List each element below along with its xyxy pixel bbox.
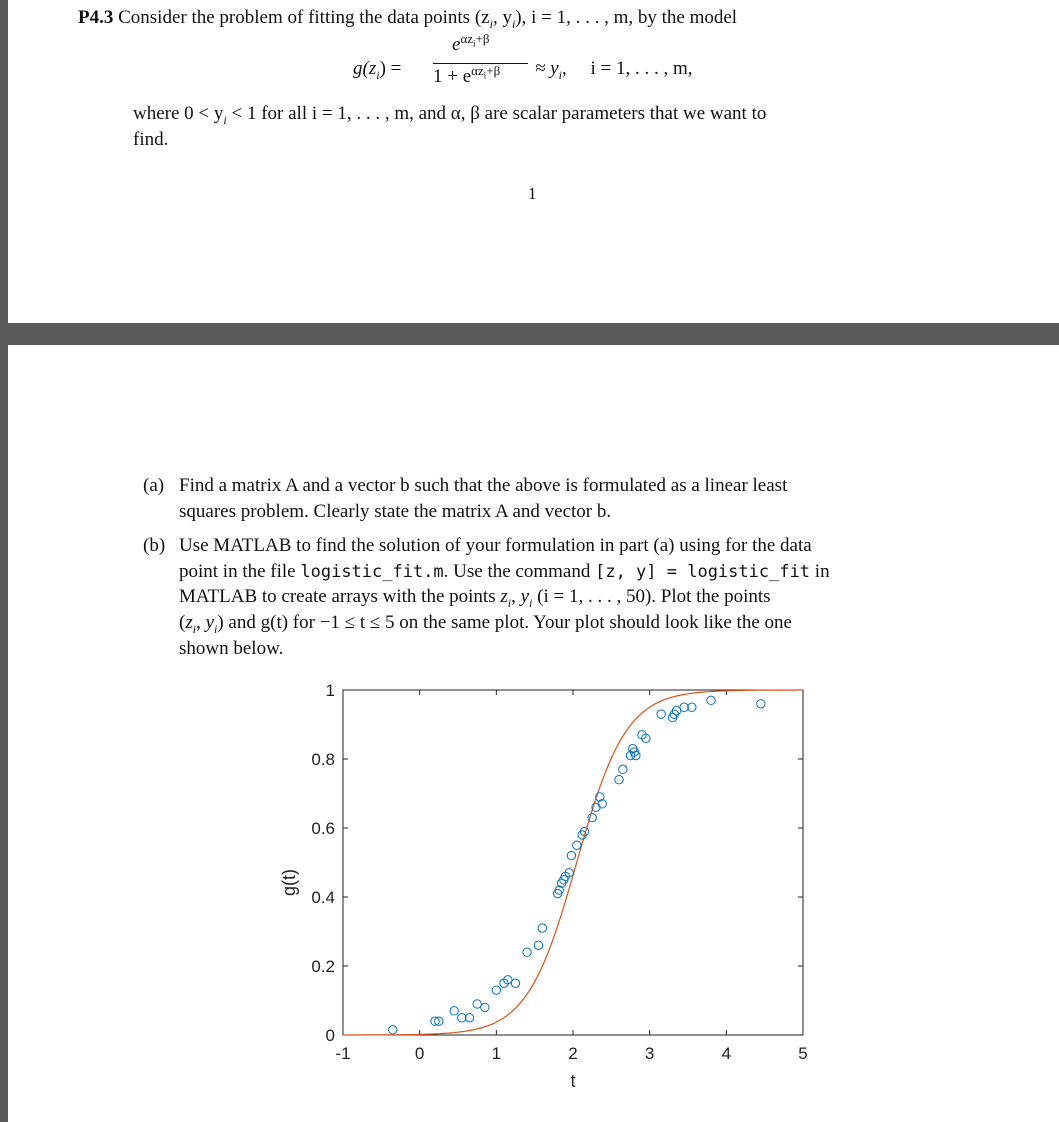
intro-text-a: Consider the problem of fitting the data points (z (118, 7, 490, 28)
eq-num-base: e (452, 34, 461, 55)
part-b-line-2c: in (810, 561, 830, 582)
part-b-line-2a: point in the file (179, 561, 301, 582)
problem-statement: P4.3 Consider the problem of fitting the data points ($z_i$, $y_i$), i = 1, . . . , m, by the model (78, 7, 738, 31)
part-b-label: (b) (143, 535, 166, 556)
x-tick-label: -1 (335, 1044, 351, 1063)
part-a-line-1: Find a matrix A and a vector b such that the above is formulated as a linear least (179, 475, 788, 496)
part-b-line-2b: . Use the command (443, 561, 596, 582)
y-tick-label: 0.2 (311, 957, 335, 976)
part-b-line-4: ($z_i$, $y_i$) and g(t) for −1 ≤ t ≤ 5 on the same plot. Your plot should look like the one (179, 612, 792, 636)
eq-rhs: ≈ y (535, 58, 559, 79)
code-filename: logistic_fit.m (300, 562, 444, 582)
plot-frame (343, 690, 803, 1035)
y-tick-label: 0.4 (311, 888, 335, 907)
eq-den-sup: αzi+β (471, 63, 501, 81)
eq-lhs-end: ) = (379, 58, 402, 79)
where-line-2: find. (133, 129, 169, 150)
where-line: where $0 < y_i < 1$ for all i = 1, . . . , m, and α, β are scalar parameters that we want to (133, 103, 767, 127)
page-number: 1 (528, 184, 537, 203)
eq-rhs-b: , i = 1, . . . , m, (561, 58, 693, 79)
y-tick-label: 0 (325, 1026, 335, 1045)
x-tick-label: 5 (798, 1044, 808, 1063)
x-tick-label: 1 (491, 1044, 502, 1063)
where-text-b: < 1 for all i = 1, . . . , m, and α, β are scalar parameters that we want to (226, 103, 767, 124)
part-b-line-1: Use MATLAB to find the solution of your formulation in part (a) using for the data (179, 535, 812, 556)
eq-num-sup: αzi+β (460, 31, 490, 49)
problem-label: P4.3 (78, 7, 114, 28)
x-axis-label: t (570, 1071, 576, 1091)
x-tick-label: 2 (568, 1044, 578, 1063)
y-axis-label: g(t) (279, 869, 299, 896)
y-tick-label: 0.6 (311, 819, 335, 838)
part-b-line-2 (179, 560, 830, 584)
part-a-label: (a) (143, 475, 165, 496)
code-command: [z, y] = logistic_fit (595, 562, 811, 582)
where-text-a: where 0 < y (133, 103, 224, 124)
plot-axes (311, 681, 807, 1063)
eq-numerator (452, 31, 490, 56)
intro-text-b: , y (492, 7, 512, 28)
x-tick-label: 3 (644, 1044, 655, 1063)
logistic-fit-plot (273, 675, 833, 1115)
eq-den-base: 1 + e (433, 66, 472, 87)
x-tick-label: 4 (721, 1044, 732, 1063)
part-a-line-2: squares problem. Clearly state the matrix A and vector b. (179, 501, 612, 522)
eq-lhs: g(z (353, 58, 377, 79)
page-2 (8, 345, 1059, 1122)
x-tick-label: 0 (414, 1044, 425, 1063)
eq-denominator (433, 63, 501, 88)
part-b-line-5: shown below. (179, 638, 284, 659)
page-1: P4.3 Consider the problem of fitting the data points ($z_i$, $y_i$), i = 1, . . . , m, by the model $g(z_i)$ = $e^{\alpha z_i+\beta}$ $1 + e^{\alpha z_i+\beta}$ ≈ $y_i$, i = 1, . . . , m, where $0 < y_i < 1$ for all i = 1, . . . , m, and α, β are scalar parameters that we want to find. 1 (8, 0, 1059, 323)
y-tick-label: 1 (325, 681, 335, 700)
part-b-line-3: MATLAB to create arrays with the points $z_i$, $y_i$ (i = 1, . . . , 50). Plot the points (179, 586, 771, 610)
intro-text-c: ), i = 1, . . . , m, by the model (515, 7, 738, 28)
y-tick-label: 0.8 (311, 750, 335, 769)
